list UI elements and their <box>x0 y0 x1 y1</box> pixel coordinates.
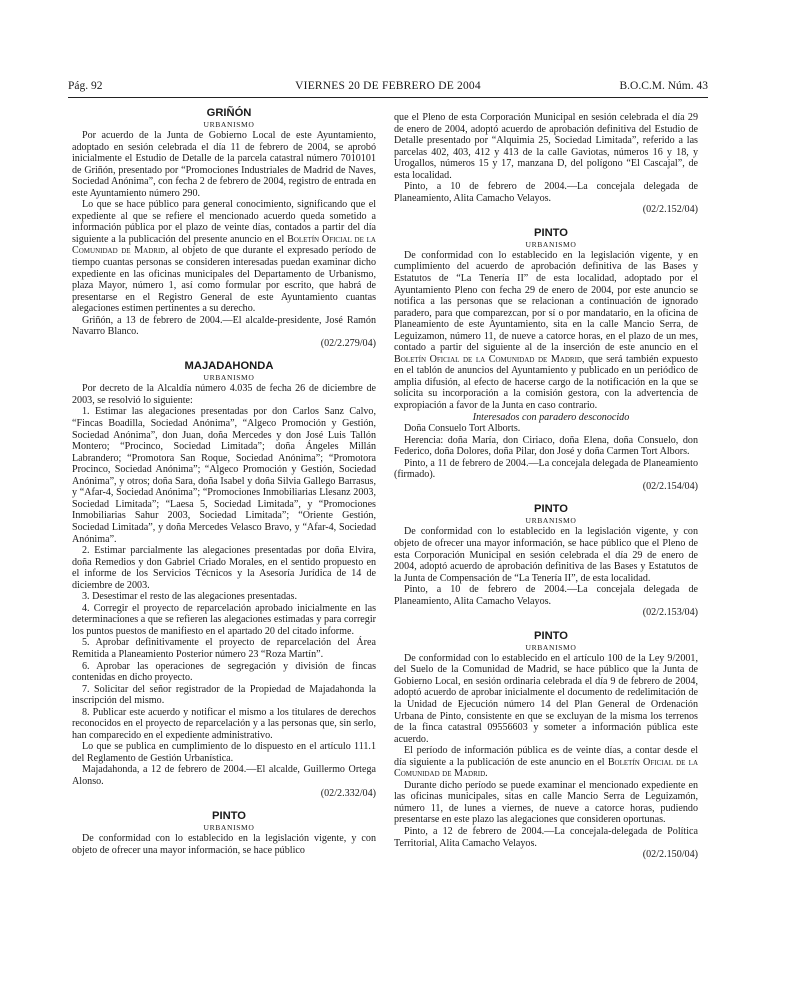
signature: Pinto, a 10 de febrero de 2004.—La concejala delegada de Planeamiento, Alita Camacho Velayos. <box>394 584 698 607</box>
section-title: PINTO <box>534 629 568 642</box>
notice-pinto-2 <box>394 226 698 492</box>
section-subtitle: URBANISMO <box>203 373 255 383</box>
reference-code: (02/2.332/04) <box>320 787 376 799</box>
paragraph: Lo que se publica en cumplimiento de lo dispuesto en el artículo 111.1 del Reglamento de Gestión Urbanística. <box>72 741 376 764</box>
notice-pinto-3 <box>394 502 698 618</box>
paragraph: De conformidad con lo establecido en la legislación vigente, y en cumplimiento del acuerdo de aprobación definitiva de las Bases y Estatutos de “La Tenería II” de esta localidad, adoptado por el Ayuntamiento Pleno con fecha 29 de enero de 2004, por este anuncio se notifica a las personas que se relacionan a continuación de ignorado paradero, para que comparezcan, por sí o por mandatario, en la oficina de Planeamiento de este Ayuntamiento, sita en la calle Mancio Serra, de Leguizamon, número 11, de nueve a catorce horas, en el plazo de un mes, contado a partir del siguiente al de la inserción de este anuncio en el Boletín Oficial de la Comunidad de Madrid, que será también expuesto en el tablón de anuncios del Ayuntamiento y publicado en un periódico de amplia difusión, al efecto de hacerse cargo de la notificación en la que se solicita su incorporación a la comisión gestora, con la advertencia de expropiación a favor de la Junta en caso contrario. <box>394 249 698 412</box>
issue-date: VIERNES 20 DE FEBRERO DE 2004 <box>295 80 481 92</box>
paragraph: De conformidad con lo establecido en el artículo 100 de la Ley 9/2001, del Suelo de la Comunidad de Madrid, se hace público que la Junta de Gobierno Local, en sesión ordinaria celebrada el día 9 de febrero de 2004, adoptó acuerdo de aprobar inicialmente el documento de redelimitación de la Unidad de Ejecución número 14 del Plan General de Ordenación Urbana de Pinto, consistente en que se excluyan de la misma los terrenos de la finca catastral 09556603 y someter a información pública este acuerdo. <box>394 652 698 745</box>
paragraph: Durante dicho período se puede examinar el mencionado expediente en las oficinas municipales, sitas en calle Mancio Serra de Leguizamón, número 11, de lunes a viernes, de nueve a catorce horas, pudiendo presentarse en este plazo las alegaciones que consideren oportunas. <box>394 779 698 826</box>
signature: Pinto, a 10 de febrero de 2004.—La concejala delegada de Planeamiento, Alita Camacho Velayos. <box>394 181 698 204</box>
paragraph: El período de información pública es de veinte días, a contar desde el día siguiente a la publicación de este anuncio en el Boletín Oficial de la Comunidad de Madrid. <box>394 745 698 780</box>
section-subtitle: URBANISMO <box>203 120 255 129</box>
page-number: Pág. 92 <box>68 80 103 92</box>
paragraph: De conformidad con lo establecido en la legislación vigente, y con objeto de ofrecer una mayor información, se hace público <box>72 833 376 856</box>
section-subtitle: URBANISMO <box>525 642 577 652</box>
paragraph: Por decreto de la Alcaldía número 4.035 de fecha 26 de diciembre de 2003, se resolvió lo siguiente: <box>72 383 376 406</box>
list-item: 6. Aprobar las operaciones de segregación y división de fincas contenidas en dicho proyecto. <box>72 660 376 684</box>
paragraph: De conformidad con lo establecido en la legislación vigente, y con objeto de ofrecer una mayor información, se hace público que el Pleno de esta Corporación Municipal en sesión celebrada el día 29 de enero de 2004, adoptó acuerdo de aprobación definitiva de las Bases y Estatutos de la Junta de Compensación de “La Tenería II”, de esta localidad. <box>394 526 698 584</box>
signature: Pinto, a 11 de febrero de 2004.—La concejala delegada de Planeamiento (firmado). <box>394 457 698 481</box>
section-title: PINTO <box>212 810 246 823</box>
left-column <box>72 106 376 856</box>
subheading: Interesados con paradero desconocido <box>472 411 630 423</box>
reference-code: (02/2.152/04) <box>642 204 698 216</box>
list-item: 2. Estimar parcialmente las alegaciones presentadas por doña Elvira, doña Remedios y don Gabriel Criado Morales, en el sentido propuesto en el informe de los Servicios Técnicos y la Asesoría Jurídica de 14 de diciembre de 2003. <box>72 545 376 591</box>
notice-pinto-1-continued <box>394 112 698 216</box>
section-title: MAJADAHONDA <box>184 360 274 373</box>
signature: Pinto, a 12 de febrero de 2004.—La concejala-delegada de Política Territorial, Alita Camacho Velayos. <box>394 825 698 849</box>
signature: Majadahonda, a 12 de febrero de 2004.—El alcalde, Guillermo Ortega Alonso. <box>72 764 376 787</box>
notice-pinto-1 <box>72 809 376 856</box>
paragraph: que el Pleno de esta Corporación Municipal en sesión celebrada el día 29 de enero de 2004, adoptó acuerdo de aprobación definitiva del Estudio de Detalle presentado por “Alquimia 25, Sociedad Limitada”, referido a las parcelas 402, 403, 412 y 413 de la calle Gaviotas, números 16 y 18, y Urogallos, números 15 y 17, manzana D, del polígono “El Cascajal”, de esta localidad. <box>394 112 698 181</box>
signature: Griñón, a 13 de febrero de 2004.—El alcalde-presidente, José Ramón Navarro Blanco. <box>72 314 376 338</box>
header-rule <box>68 97 708 98</box>
notice-grinon <box>72 106 376 349</box>
paragraph: Por acuerdo de la Junta de Gobierno Local de este Ayuntamiento, adoptado en sesión celebrada el día 11 de febrero de 2004, se aprobó inicialmente el Estudio de Detalle de la parcela catastral número 7010101 de Griñón, presentado por “Promociones Industriales de Madrid de Naves, Sociedad Anónima”, con fecha 2 de febrero de 2004, registro de entrada en este Ayuntamiento número 290. <box>72 130 376 199</box>
page-header <box>68 80 708 96</box>
notice-majadahonda <box>72 359 376 799</box>
reference-code: (02/2.154/04) <box>642 480 698 492</box>
section-title: GRIÑÓN <box>206 107 252 119</box>
section-subtitle: URBANISMO <box>525 516 577 526</box>
list-item: 3. Desestimar el resto de las alegaciones presentadas. <box>82 591 297 603</box>
section-subtitle: URBANISMO <box>203 823 255 833</box>
section-subtitle: URBANISMO <box>525 239 577 249</box>
paragraph: Doña Consuelo Tort Alborts. <box>404 423 521 435</box>
list-item: 5. Aprobar definitivamente el proyecto de reparcelación del Área Remitida a Planeamiento Posterior número 23 “Roza Martín”. <box>72 637 376 660</box>
paragraph: Lo que se hace público para general conocimiento, significando que el expediente al que se refiere el mencionado acuerdo queda sometido a información pública por el plazo de veinte días, contados a partir del día siguiente a la publicación del presente anuncio en el Boletín Oficial de la Comunidad de Madrid, al objeto de que durante el expresado período de tiempo cuantas personas se consideren interesadas puedan examinar dicho expediente en las oficinas municipales del Departamento de Urbanismo, plaza Mayor, número 1, así como formular por escrito, que habrá de presentarse en el Registro General de este Ayuntamiento cuantas alegaciones estimen pertinentes a su derecho. <box>72 199 376 315</box>
reference-code: (02/2.153/04) <box>642 607 698 619</box>
notice-pinto-4 <box>394 629 698 861</box>
list-item: 7. Solicitar del señor registrador de la Propiedad de Majadahonda la inscripción del mismo. <box>72 683 376 707</box>
reference-code: (02/2.150/04) <box>642 849 698 861</box>
section-title: PINTO <box>534 503 568 516</box>
list-item: 8. Publicar este acuerdo y notificar el mismo a los titulares de derechos reconocidos en el proyecto de reparcelación y a las personas que, sin serlo, han comparecido en el expediente administrativo. <box>72 706 376 741</box>
list-item: 4. Corregir el proyecto de reparcelación aprobado inicialmente en las determinaciones a que se refieren las alegaciones estimadas y para corregir los puntos puestos de manifiesto en el apartado 20 del citado informe. <box>72 602 376 637</box>
journal-issue: B.O.C.M. Núm. 43 <box>619 80 708 92</box>
list-item: 1. Estimar las alegaciones presentadas por don Carlos Sanz Calvo, “Fincas Boadilla, Sociedad Anónima”, “Algeco Promoción y Gestión, Sociedad Anónima”, don Juan, doña Mercedes y don José Luis Tallón Montero; “Procinco, Sociedad Limitada”; doña Ángeles Millán Labrandero; “Promotora San Roque, Sociedad Anónima”; “Promotora Procinco, Sociedad Anónima”; “Algeco Promoción y Gestión, Sociedad Anónima”, y otros; doña Sara, doña Isabel y doña Silvia Gallego Barrasus, y “Afar-4, Sociedad Anónima”; “Promociones Inmobiliarias Llesanz 2003, Sociedad Limitada”; “Laesa 5, Sociedad Limitada”, y “Promociones Inmobiliarias Sahur 2003, Sociedad Limitada”; “Oriente Gestión, Sociedad Limitada”, y doña Mercedes Velasco Bravo, y “Afar-4, Sociedad Anónima”. <box>72 406 376 545</box>
reference-code: (02/2.279/04) <box>320 337 376 349</box>
paragraph: Herencia: doña María, don Ciriaco, doña Elena, doña Consuelo, don Federico, doña Dolores, doña Pilar, don José y doña Carmen Tort Albors. <box>394 434 698 458</box>
section-title: PINTO <box>534 226 568 239</box>
right-column <box>394 112 698 861</box>
